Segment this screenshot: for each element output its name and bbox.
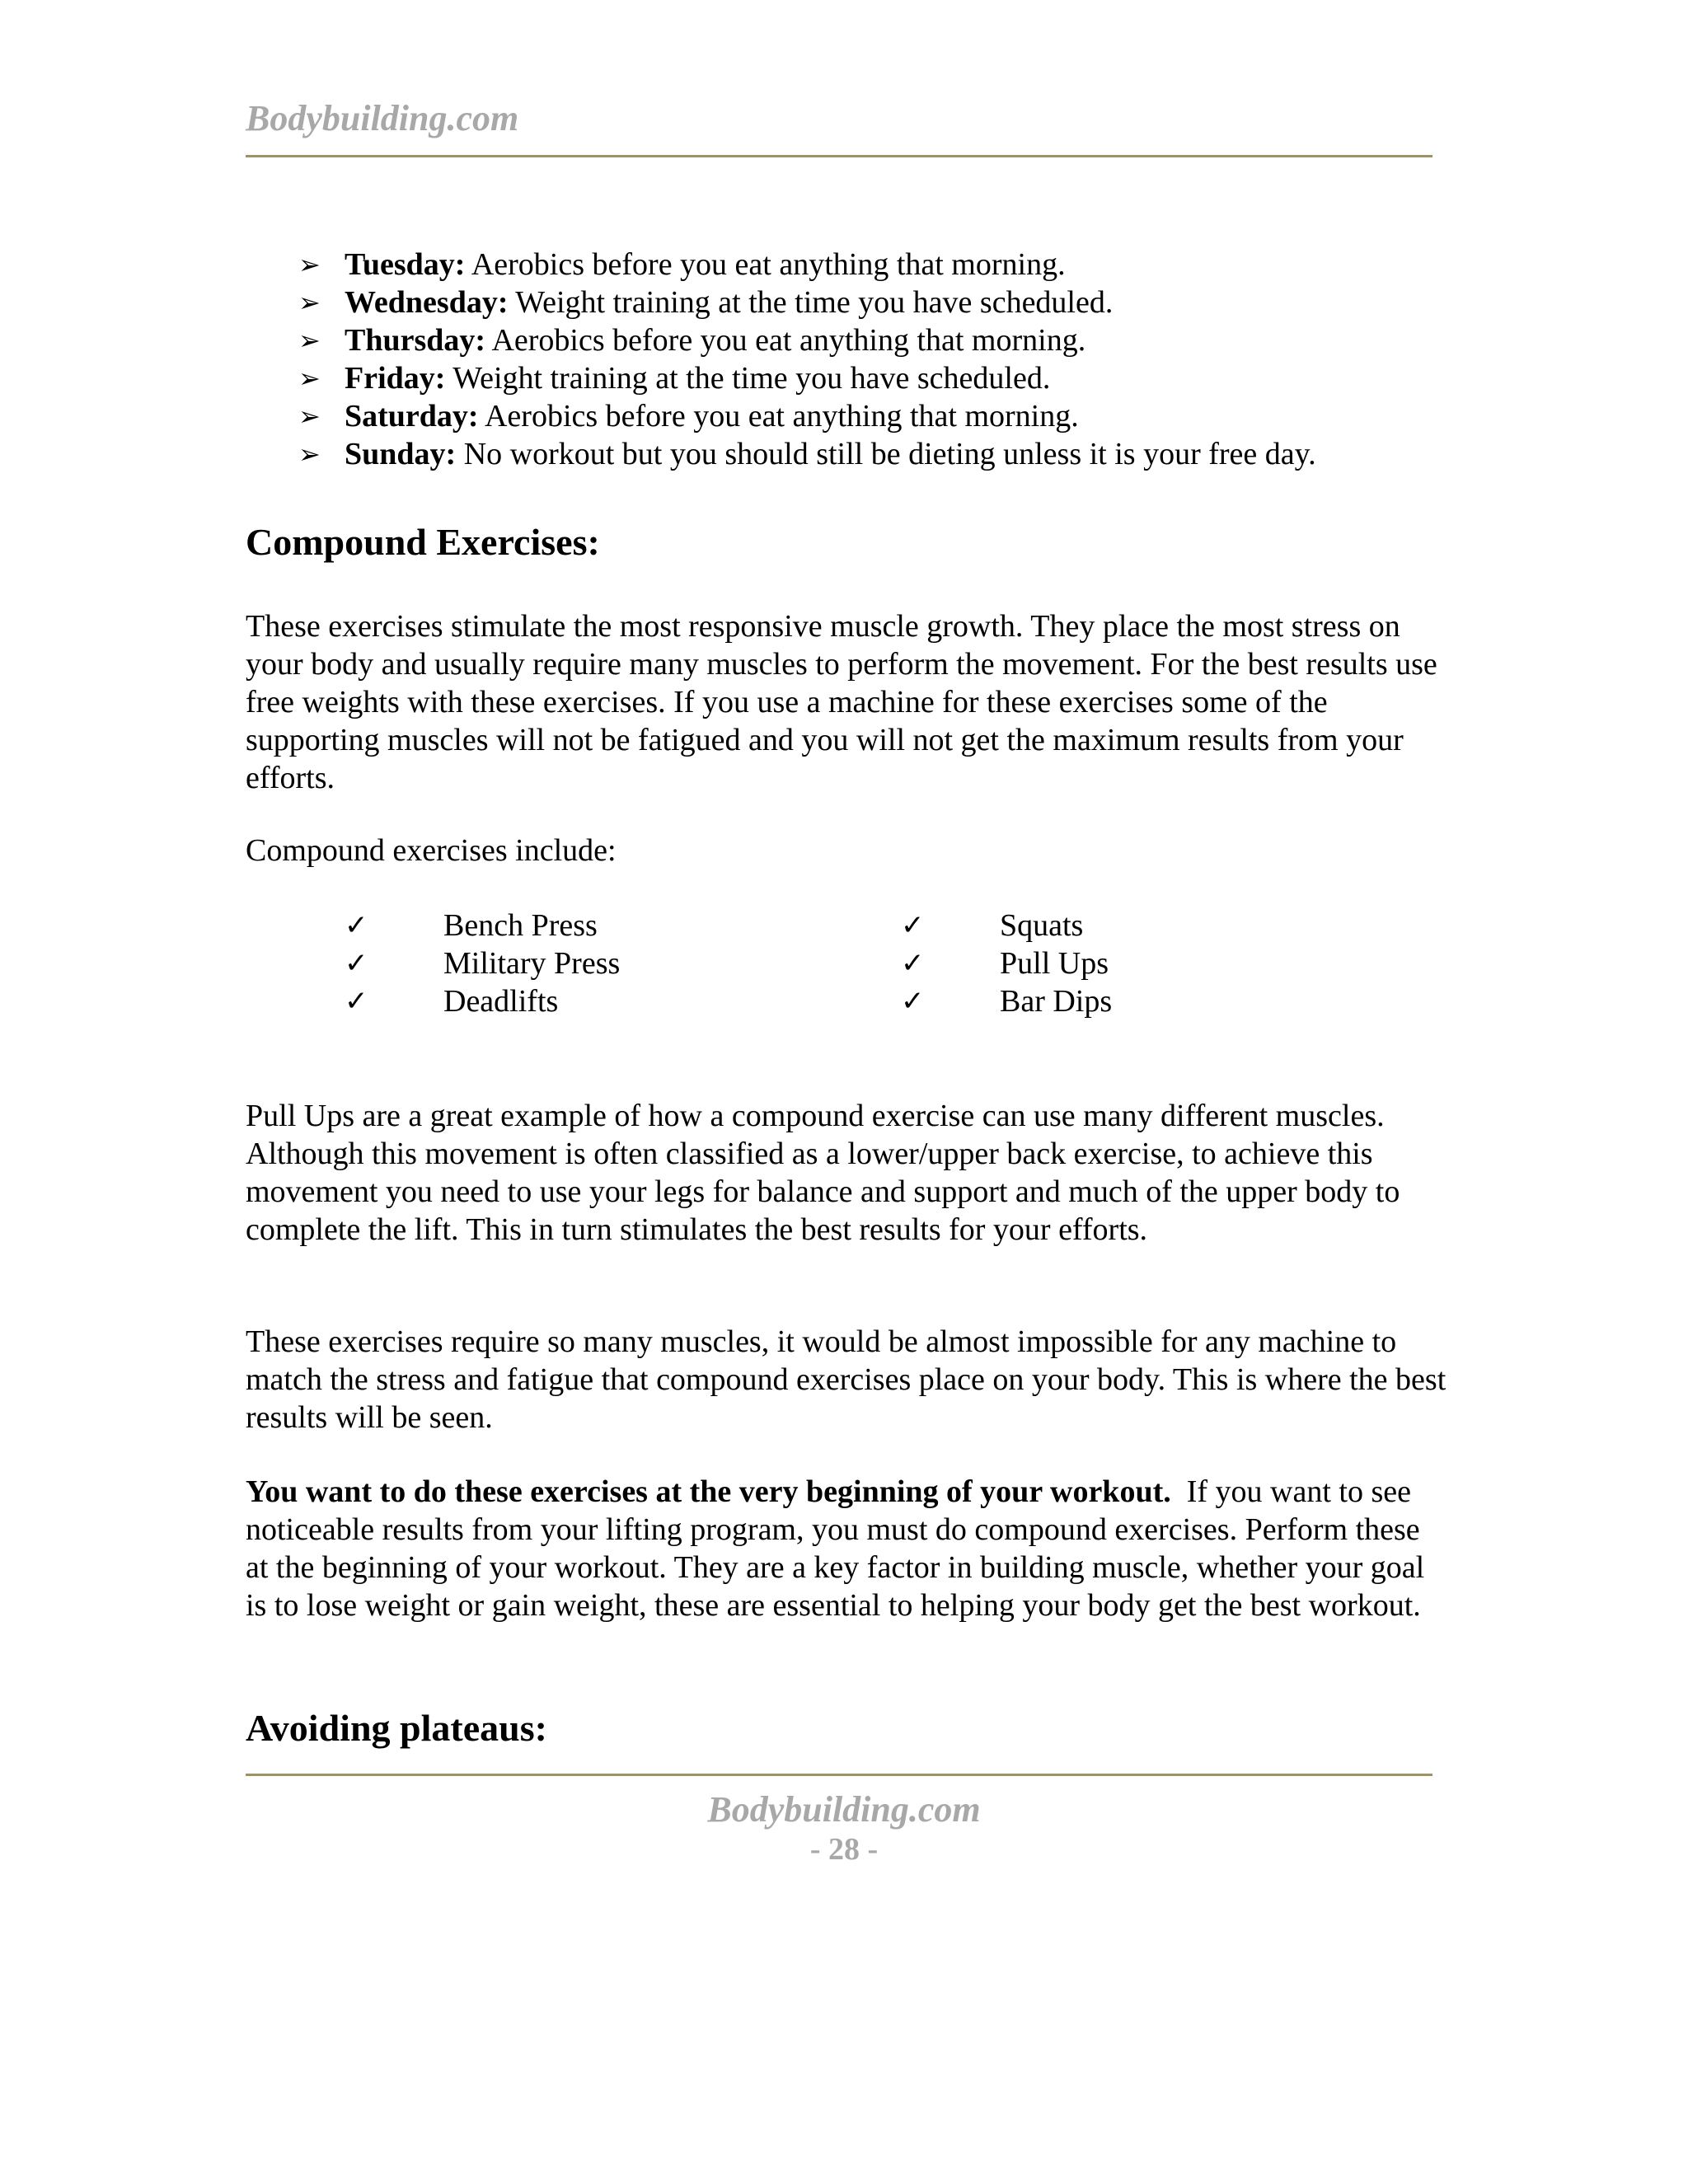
list-item	[901, 982, 1112, 1020]
day-description: Aerobics before you eat anything that morning.	[478, 399, 1079, 434]
arrow-bullet-icon: ➢	[298, 287, 321, 318]
checkmark-icon: ✓	[345, 985, 368, 1018]
day-description: No workout but you should still be dieting unless it is your free day.	[456, 437, 1316, 471]
machines-paragraph: These exercises require so many muscles, it would be almost impossible for any machine to match the stress and fatigue that compound exercises place on your body. This is where the best results will be seen.	[246, 1324, 1447, 1435]
exercise-name: Deadlifts	[443, 984, 559, 1019]
day-name: Tuesday:	[345, 247, 466, 282]
section-heading-avoiding-plateaus: Avoiding plateaus:	[246, 1707, 547, 1749]
exercise-list-right	[901, 907, 1112, 1020]
arrow-bullet-icon: ➢	[298, 401, 321, 432]
day-name: Sunday:	[345, 437, 457, 471]
day-name: Thursday:	[345, 323, 486, 358]
exercise-list-intro: Compound exercises include:	[246, 833, 617, 868]
day-name: Friday:	[345, 361, 446, 396]
exercise-list-left	[345, 907, 620, 1020]
list-item	[345, 944, 620, 982]
compound-intro-paragraph: These exercises stimulate the most responsive muscle growth. They place the most stress on your body and usually require many muscles to perform the movement. For the best results use free weights with these exercises. If you use a machine for these exercises some of the supporting muscles will not be fatigued and you will not get the maximum results from your efforts.	[246, 609, 1437, 795]
list-item	[345, 982, 620, 1020]
weekly-schedule-list	[298, 246, 1316, 473]
day-description: Weight training at the time you have scheduled.	[445, 361, 1051, 396]
beginning-of-workout-paragraph	[246, 1473, 1449, 1624]
exercise-name: Pull Ups	[1000, 946, 1109, 981]
exercise-name: Bar Dips	[1000, 984, 1113, 1019]
list-item	[298, 359, 1316, 397]
list-item	[298, 435, 1316, 473]
list-item	[901, 907, 1112, 944]
section-heading-compound-exercises: Compound Exercises:	[246, 521, 600, 563]
header-rule	[246, 155, 1432, 157]
page-header-brand: Bodybuilding.com	[246, 98, 519, 138]
checkmark-icon: ✓	[901, 985, 925, 1018]
exercise-name: Military Press	[443, 946, 621, 981]
list-item	[298, 284, 1316, 321]
checkmark-icon: ✓	[345, 947, 368, 980]
list-item	[298, 397, 1316, 435]
checkmark-icon: ✓	[345, 909, 368, 942]
arrow-bullet-icon: ➢	[298, 249, 321, 280]
list-item	[901, 944, 1112, 982]
arrow-bullet-icon: ➢	[298, 363, 321, 394]
list-item	[298, 321, 1316, 359]
arrow-bullet-icon: ➢	[298, 438, 321, 470]
page-number: - 28 -	[809, 1832, 879, 1867]
day-name: Saturday:	[345, 399, 479, 434]
arrow-bullet-icon: ➢	[298, 325, 321, 356]
day-name: Wednesday:	[345, 285, 509, 320]
checkmark-icon: ✓	[901, 947, 925, 980]
list-item	[345, 907, 620, 944]
day-description: Aerobics before you eat anything that morning.	[465, 247, 1066, 282]
footer-rule	[246, 1774, 1432, 1776]
emphasis-text: You want to do these exercises at the very beginning of your workout.	[246, 1474, 1171, 1509]
emphasis-followup-text: If you want to see noticeable results from your lifting program, you must do compound exercises. Perform these at the beginning of your workout. They are a key factor in building muscle, whether your goal is to lose weight or gain weight, these are essential to helping your body get the best workout.	[246, 1474, 1432, 1623]
exercise-name: Squats	[1000, 908, 1084, 943]
day-description: Weight training at the time you have scheduled.	[508, 285, 1114, 320]
pullups-paragraph: Pull Ups are a great example of how a compound exercise can use many different muscles. Although this movement is often classified as a lower/upper back exercise, to achieve this movement you need to use your legs for balance and support and much of the upper body to complete the lift. This in turn stimulates the best results for your efforts.	[246, 1099, 1400, 1247]
list-item	[298, 246, 1316, 284]
page-footer-brand: Bodybuilding.com	[707, 1789, 981, 1830]
day-description: Aerobics before you eat anything that morning.	[485, 323, 1086, 358]
checkmark-icon: ✓	[901, 909, 925, 942]
exercise-name: Bench Press	[443, 908, 598, 943]
